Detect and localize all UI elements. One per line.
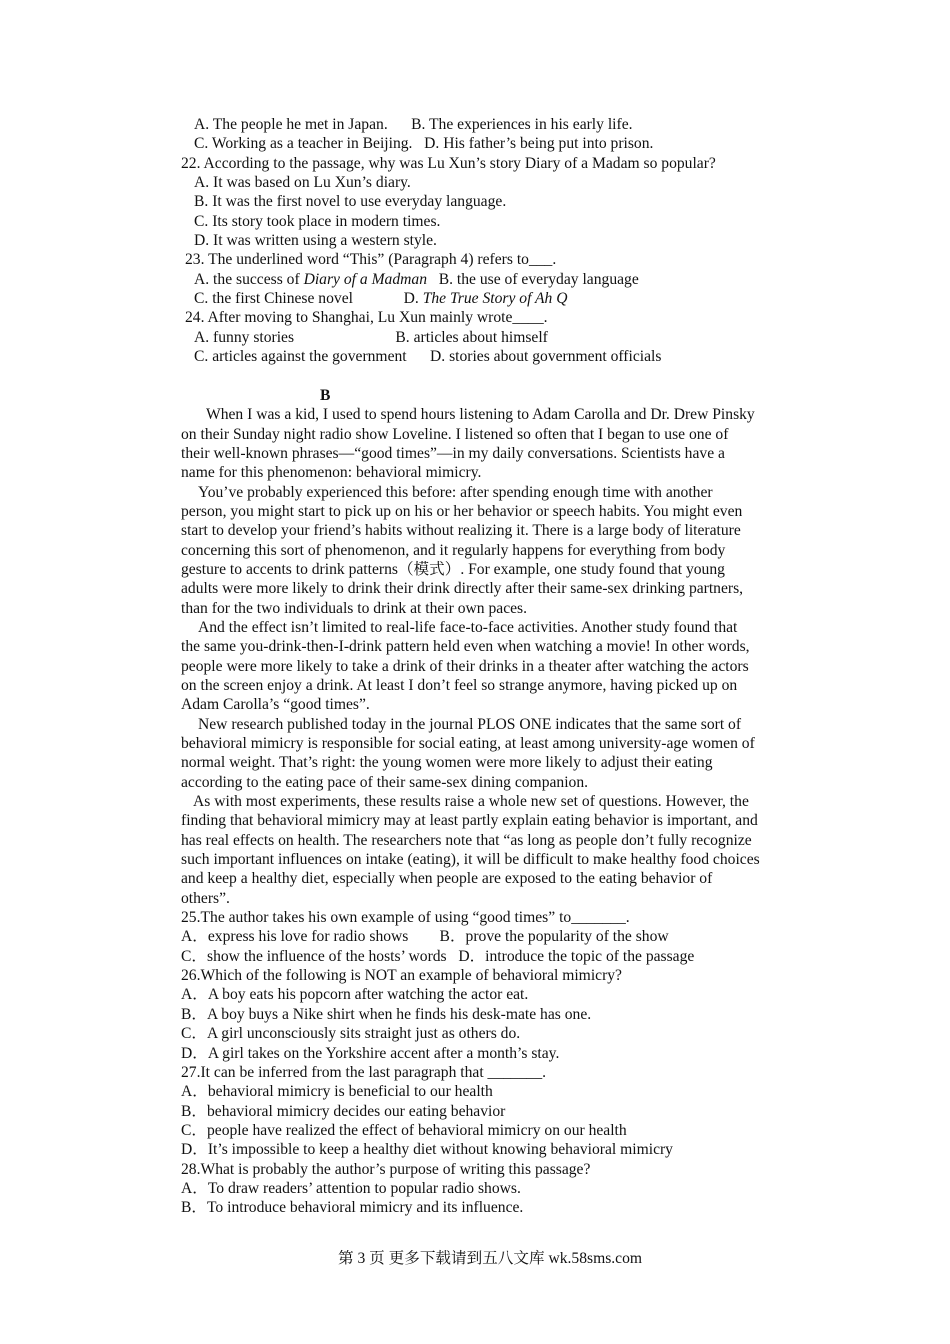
q21-option-line: A. The people he met in Japan. B. The experiences in his early life. [194,116,633,133]
paragraph-line: New research published today in the journal PLOS ONE indicates that the same sort of [198,715,742,733]
q22-option: A. It was based on Lu Xun’s diary. [194,174,411,192]
question-option: B．behavioral mimicry decides our eating behavior [181,1102,506,1120]
paragraph-line: others”. [181,889,230,907]
paragraph-line: has real effects on health. The researchers note that “as long as people don’t fully recognize [181,831,752,849]
paragraph-line: gesture to accents to drink patterns（模式）. For example, one study found that young [181,560,725,578]
q23-stem: 23. The underlined word “This” (Paragraph 4) refers to___. [185,251,557,269]
q23-option-d-title: The True Story of Ah Q [422,290,568,308]
paragraph-line: than for the two individuals to drink at their own paces. [181,599,528,617]
paragraph-line: finding that behavioral mimicry may at least partly explain eating behavior is important, and [181,812,758,830]
paragraph-line: As with most experiments, these results raise a whole new set of questions. However, the [193,793,749,811]
passage-title: B [320,386,331,404]
q23-option-a-prefix: A. the success of [194,270,304,288]
q24-option-line: A. funny stories B. articles about himself [194,328,548,346]
document-page [181,115,811,1218]
question-option: D．It’s impossible to keep a healthy diet without knowing behavioral mimicry [181,1141,673,1159]
paragraph-line: person, you might start to pick up on his or her behavior or speech habits. You might even [181,502,743,520]
paragraph-line: people were more likely to take a drink of their drinks in a theater after watching the actors [181,657,749,675]
paragraph-line: according to the eating pace of their same-sex dining companion. [181,773,589,791]
question-option: D．A girl takes on the Yorkshire accent after a month’s stay. [181,1044,560,1062]
q23-option-a-title: Diary of a Madman [303,270,428,288]
q23-option-line [181,270,811,289]
passage-b [181,405,811,908]
question-option: A．To draw readers’ attention to popular radio shows. [181,1179,521,1197]
question-option: A．behavioral mimicry is beneficial to our health [181,1083,493,1101]
question-stem: 26.Which of the following is NOT an example of behavioral mimicry? [181,967,622,985]
q22-option: C. Its story took place in modern times. [194,212,441,230]
paragraph-line: on the screen enjoy a drink. At least I don’t feel so strange anymore, having picked up on [181,676,738,694]
question-stem: 25.The author takes his own example of using “good times” to_______. [181,909,630,927]
question-stem: 28.What is probably the author’s purpose of writing this passage? [181,1160,591,1178]
paragraph-line: Adam Carolla’s “good times”. [181,696,370,714]
paragraph-line: name for this phenomenon: behavioral mimicry. [181,464,482,482]
q21-option-line: C. Working as a teacher in Beijing. D. His father’s being put into prison. [194,135,654,153]
q22-option: B. It was the first novel to use everyday language. [194,193,507,211]
blank-line [181,366,811,385]
paragraph-line: their well-known phrases—“good times”—in my daily conversations. Scientists have a [181,444,725,462]
q23-option-d-prefix: D. [403,290,423,308]
paragraph-line: When I was a kid, I used to spend hours listening to Adam Carolla and Dr. Drew Pinsky [206,406,755,424]
question-option: C．people have realized the effect of behavioral mimicry on our health [181,1121,627,1139]
question-stem: 27.It can be inferred from the last paragraph that _______. [181,1063,547,1081]
q24-stem: 24. After moving to Shanghai, Lu Xun mainly wrote____. [185,309,548,327]
paragraph-line: the same you-drink-then-I-drink pattern held even when watching a movie! In other words, [181,638,750,656]
paragraph-line: You’ve probably experienced this before: after spending enough time with another [198,483,713,501]
paragraph-line: start to develop your friend’s habits without realizing it. There is a large body of literature [181,522,741,540]
q22-option: D. It was written using a western style. [194,232,437,250]
question-option: A．express his love for radio shows B．prove the popularity of the show [181,928,669,946]
questions-b [181,908,811,1218]
question-option: C．A girl unconsciously sits straight just as others do. [181,1025,521,1043]
paragraph-line: such important influences on intake (eating), it will be difficult to make healthy food choices [181,851,760,869]
q22-stem: 22. According to the passage, why was Lu Xun’s story Diary of a Madam so popular? [181,154,716,172]
paragraph-line: on their Sunday night radio show Loveline. I listened so often that I began to use one of [181,425,729,443]
question-option: B．A boy buys a Nike shirt when he finds his desk-mate has one. [181,1005,592,1023]
question-option: C．show the influence of the hosts’ words D．introduce the topic of the passage [181,947,695,965]
paragraph-line: and keep a healthy diet, especially when people are exposed to the eating behavior of [181,870,713,888]
paragraph-line: adults were more likely to drink their drink directly after their same-sex drinking partners, [181,580,744,598]
paragraph-line: concerning this sort of phenomenon, and it regularly happens for everything from body [181,541,726,559]
paragraph-line: behavioral mimicry is responsible for social eating, at least among university-age women of [181,735,755,752]
question-option: B．To introduce behavioral mimicry and its influence. [181,1199,524,1217]
paragraph-line: And the effect isn’t limited to real-life face-to-face activities. Another study found that [198,618,738,636]
q23-option-line [181,289,811,308]
q23-option-c: C. the first Chinese novel [194,290,404,308]
q24-option-line: C. articles against the government D. stories about government officials [194,348,662,366]
paragraph-line: normal weight. That’s right: the young women were more likely to adjust their eating [181,754,713,772]
q23-option-b: B. the use of everyday language [427,270,639,288]
question-option: A．A boy eats his popcorn after watching the actor eat. [181,986,529,1004]
page-footer: 第 3 页 更多下载请到五八文库 wk.58sms.com [337,1250,643,1267]
